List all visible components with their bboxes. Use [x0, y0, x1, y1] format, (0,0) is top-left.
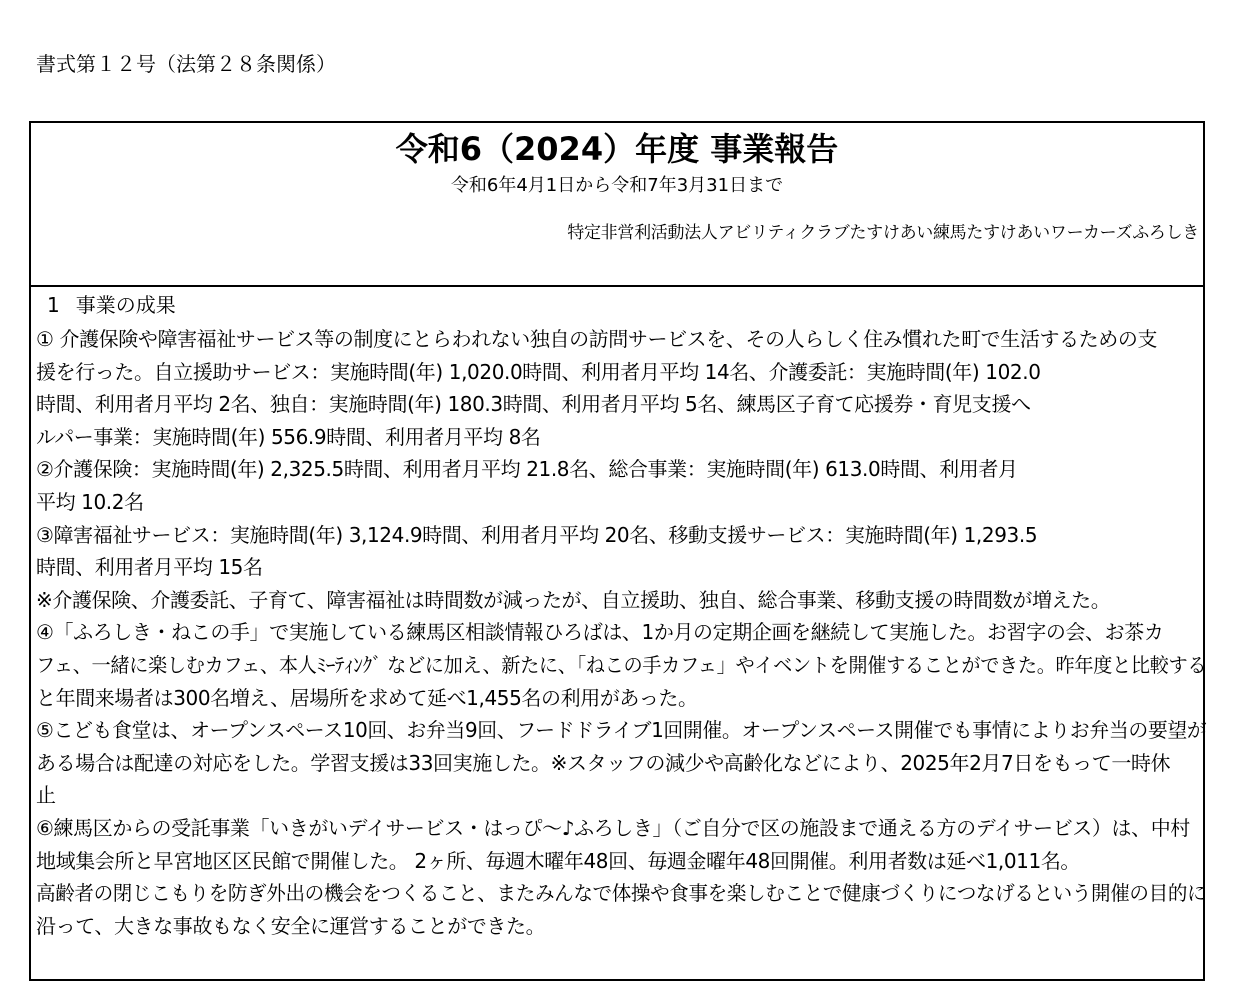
text-line: ① 介護保険や障害福祉サービス等の制度にとらわれない独自の訪問サービスを、その人らしく住み慣れた町で生活するための支 [36, 327, 1158, 351]
report-title: 令和6（2024）年度 事業報告 [395, 130, 839, 168]
text-line: ⑤こども食堂は、オープンスペース10回、お弁当9回、フードドライブ1回開催。オープンスペース開催でも事情によりお弁当の要望が [36, 718, 1207, 743]
report-period: 令和6年4月1日から令和7年3月31日まで [450, 175, 784, 196]
section-number: 1 [47, 293, 60, 317]
report-box [29, 121, 1205, 981]
text-line: 平均 10.2名 [36, 489, 144, 514]
results-text [36, 323, 1206, 942]
text-line: ④「ふろしき・ねこの手」で実施している練馬区相談情報ひろばは、1か月の定期企画を継続して実施した。お習字の会、お茶カ [36, 620, 1164, 645]
text-line: 止 [36, 783, 56, 808]
text-line: 援を行った。自立援助サービス：実施時間(年) 1,020.0時間、利用者月平均 14名、介護委託：実施時間(年) 102.0 [36, 359, 1041, 384]
text-line: 地域集会所と早宮地区区民館で開催した。 2ヶ所、毎週木曜年48回、毎週金曜年48回開催。利用者数は延べ1,011名。 [36, 848, 1081, 873]
text-line: 高齢者の閉じこもりを防ぎ外出の機会をつくること、またみんなで体操や食事を楽しむことで健康づくりにつなげるという開催の目的に [36, 881, 1207, 906]
text-line: 時間、利用者月平均 15名 [36, 555, 263, 580]
form-number: 書式第１２号（法第２８条関係） [36, 52, 336, 76]
section-heading [47, 291, 176, 319]
text-line: フェ、一緒に楽しむカフェ、本人ﾐｰﾃｨﾝｸﾞ などに加え、新たに、「ねこの手カフェ」やイベントを開催することができた。昨年度と比較する [36, 652, 1207, 677]
text-line: 沿って、大きな事故もなく安全に運営することができた。 [36, 913, 546, 938]
text-line: ある場合は配達の対応をした。学習支援は33回実施した。※スタッフの減少や高齢化などにより、2025年2月7日をもって一時休 [36, 750, 1171, 775]
text-line: ※介護保険、介護委託、子育て、障害福祉は時間数が減ったが、自立援助、独自、総合事業、移動支援の時間数が増えた。 [36, 587, 1111, 612]
text-line: と年間来場者は300名増え、居場所を求めて延べ1,455名の利用があった。 [36, 685, 698, 710]
text-line: ②介護保険：実施時間(年) 2,325.5時間、利用者月平均 21.8名、総合事業：実施時間(年) 613.0時間、利用者月 [36, 457, 1018, 482]
text-line: ③障害福祉サービス：実施時間(年) 3,124.9時間、利用者月平均 20名、移動支援サービス：実施時間(年) 1,293.5 [36, 522, 1038, 547]
organization-name: 特定非営利活動法人アビリティクラブたすけあい練馬たすけあいワーカーズふろしき [567, 223, 1199, 243]
text-line: ⑥練馬区からの受託事業「いきがいデイサービス・はっぴ～♪ふろしき」（ご自分で区の施設まで通える方のデイサービス）は、中村 [36, 815, 1190, 840]
report-header [31, 123, 1203, 287]
text-line: ルパー事業：実施時間(年) 556.9時間、利用者月平均 8名 [36, 424, 541, 449]
section-title: 事業の成果 [75, 293, 176, 317]
text-line: 時間、利用者月平均 2名、独自：実施時間(年) 180.3時間、利用者月平均 5名、練馬区子育て応援券・育児支援へ [36, 392, 1031, 417]
